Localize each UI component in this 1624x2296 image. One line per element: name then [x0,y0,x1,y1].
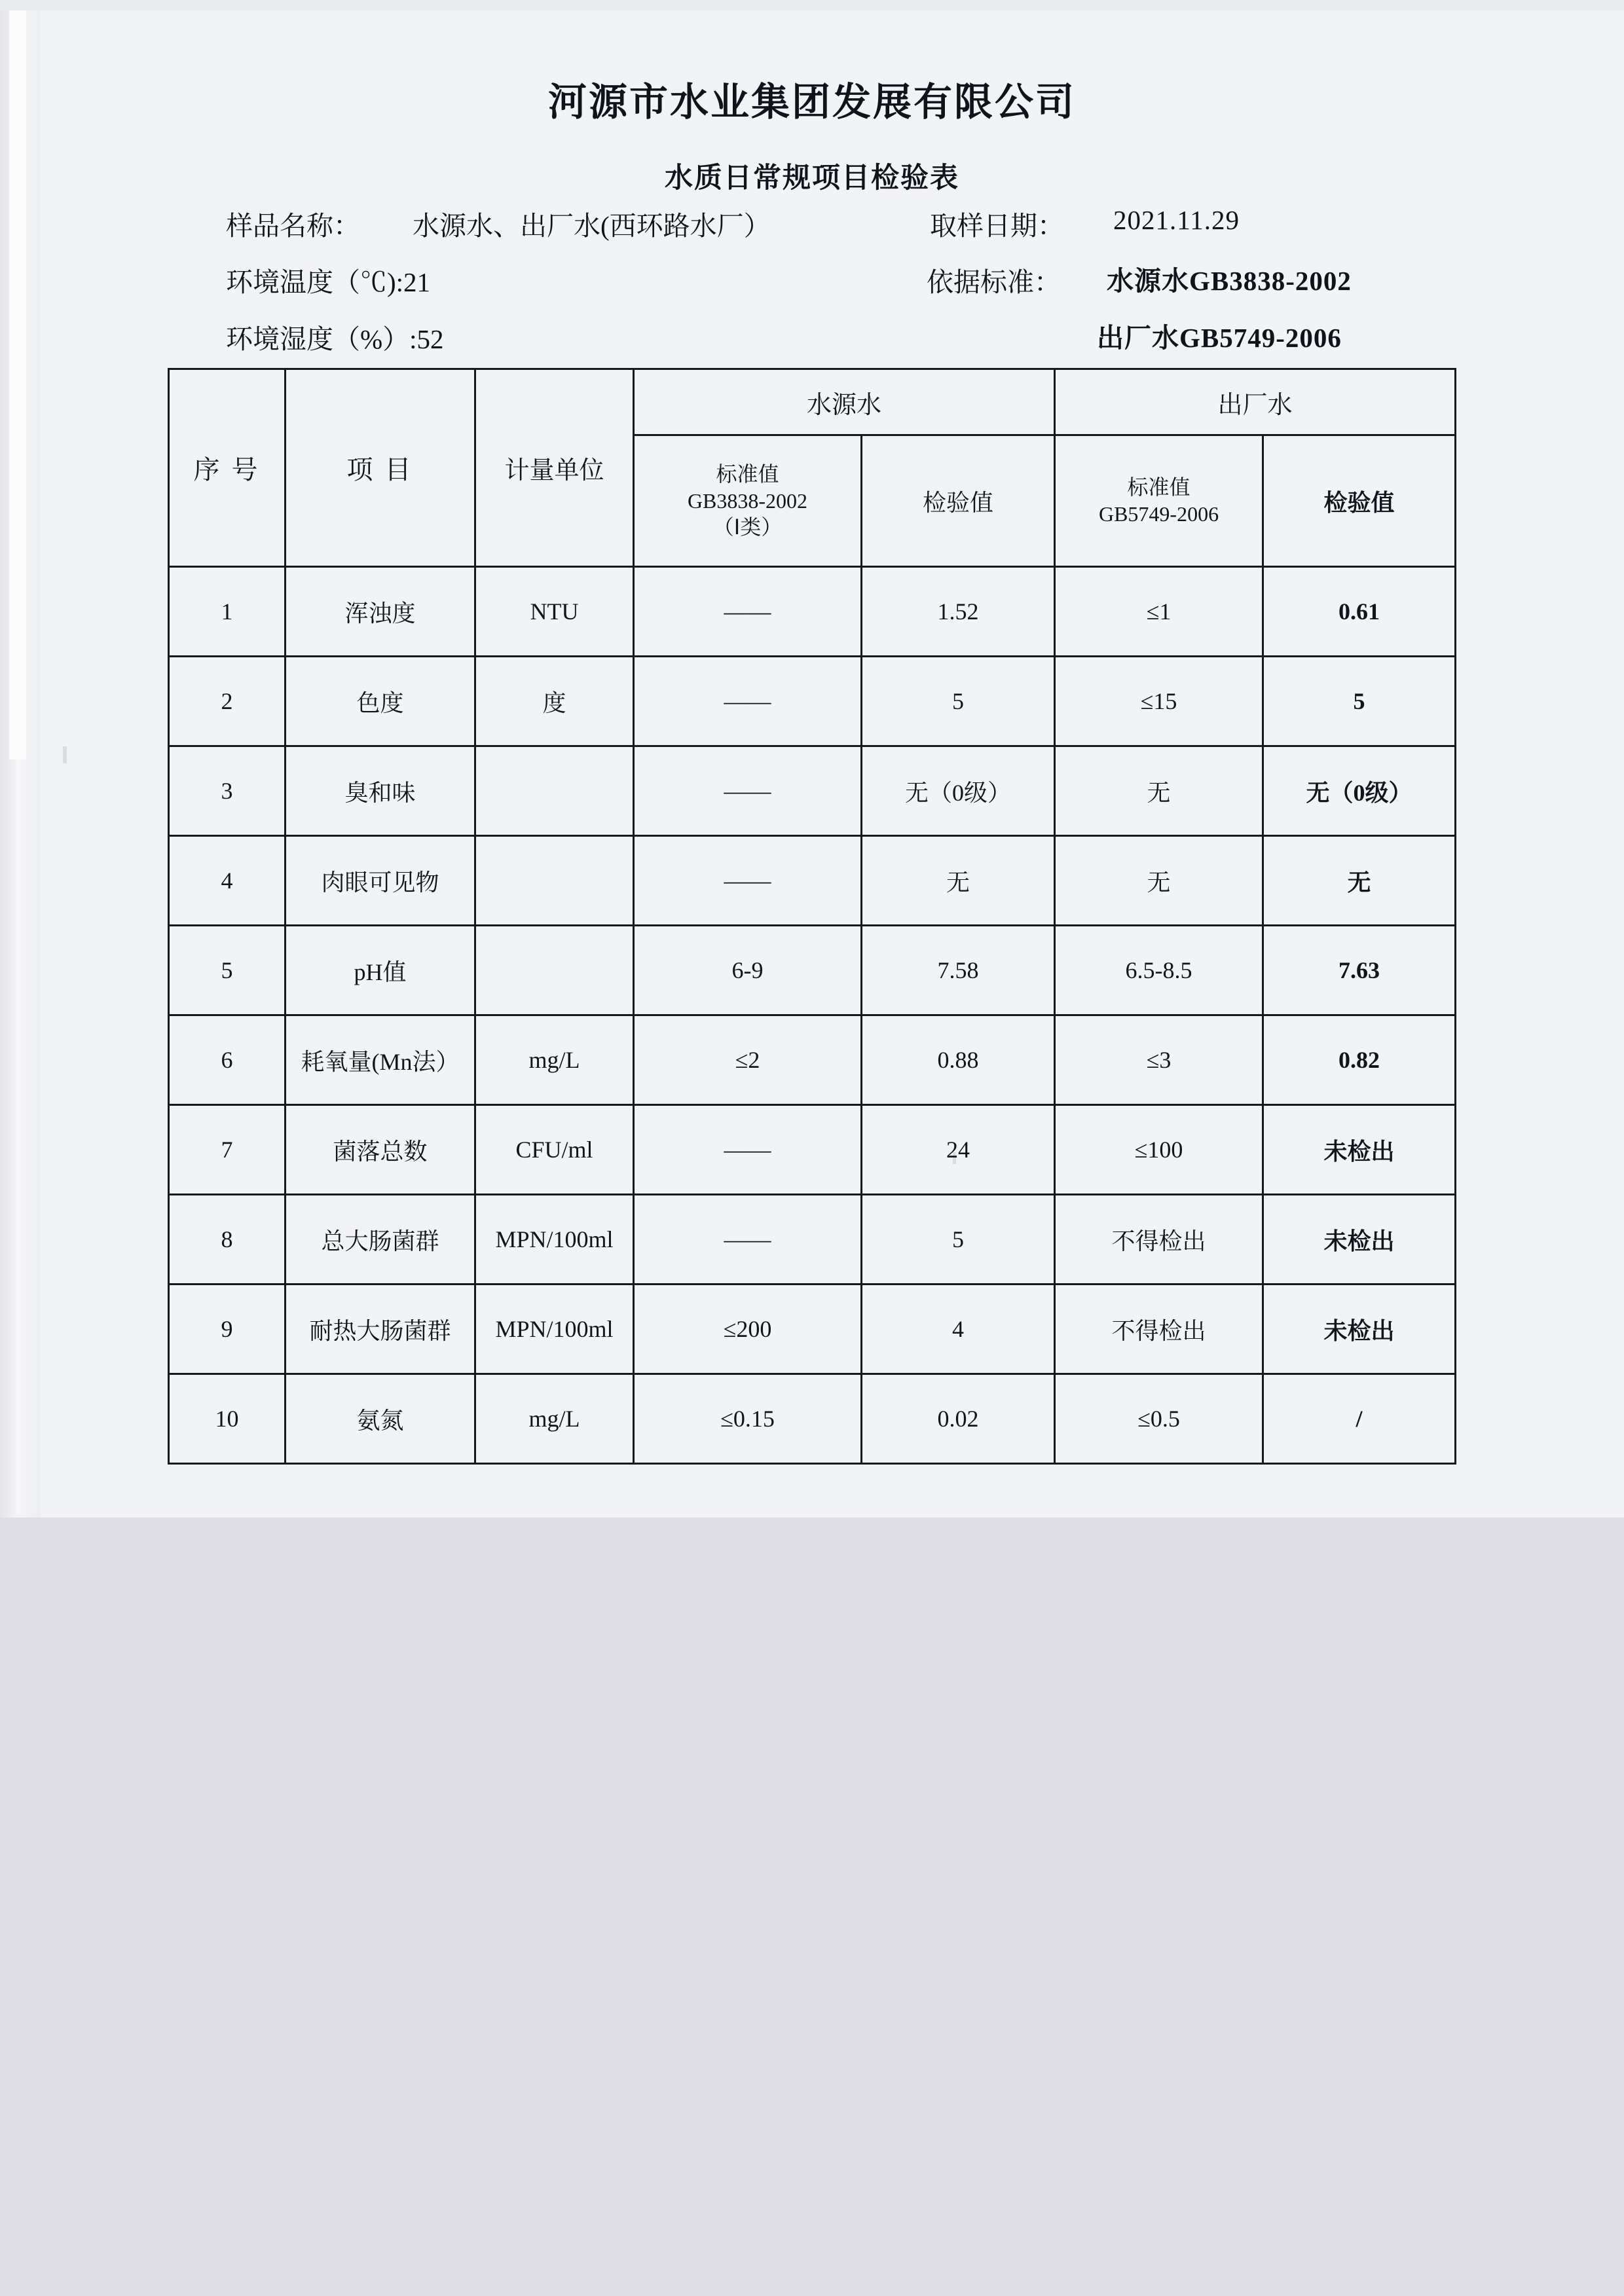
cell-standard-source: ≤200 [634,1285,862,1374]
cell-unit [475,746,634,836]
cell-value-finished: / [1263,1374,1456,1464]
standard-finished-water: 出厂水GB5749-2006 [1097,323,1342,353]
cell-standard-source: —— [634,657,862,746]
cell-standard-finished: 无 [1055,746,1263,836]
table-row [169,1105,1456,1195]
cell-no: 4 [169,836,286,926]
cell-no: 2 [169,657,286,746]
page-bottom-cutoff [0,1518,1624,1537]
cell-item: 臭和味 [286,746,475,836]
company-title: 河源市水业集团发展有限公司 [547,81,1076,124]
cell-no: 5 [169,926,286,1015]
header-group-finished-water: 出厂水 [1055,369,1456,435]
header-item: 项 目 [286,369,475,567]
header-standard-source [634,435,862,567]
ambient-temperature: 环境温度（℃):21 [226,267,431,297]
cell-unit: NTU [475,567,634,657]
table-row [169,567,1456,657]
header-standard-source-line2: GB3838-2002 [687,488,808,513]
cell-standard-finished: ≤3 [1055,1015,1263,1105]
cell-standard-finished: ≤100 [1055,1105,1263,1195]
cell-value-source: 24 [862,1105,1055,1195]
table-row [169,926,1456,1015]
cell-value-finished: 无（0级） [1263,746,1456,836]
cell-value-finished: 5 [1263,657,1456,746]
cell-value-source: 0.88 [862,1015,1055,1105]
cell-item: pH值 [286,926,475,1015]
cell-value-finished: 未检出 [1263,1105,1456,1195]
cell-unit: CFU/ml [475,1105,634,1195]
cell-value-finished: 无 [1263,836,1456,926]
cell-standard-finished: ≤1 [1055,567,1263,657]
cell-standard-finished: 不得检出 [1055,1195,1263,1285]
table-row [169,836,1456,926]
header-standard-source-line3: （Ⅰ类） [712,515,783,539]
cell-no: 8 [169,1195,286,1285]
header-value-source: 检验值 [862,435,1055,567]
table-row [169,1374,1456,1464]
cell-standard-source: —— [634,1105,862,1195]
cell-no: 10 [169,1374,286,1464]
cell-unit [475,926,634,1015]
cell-value-finished: 7.63 [1263,926,1456,1015]
cell-standard-source: ≤2 [634,1015,862,1105]
cell-item: 氨氮 [286,1374,475,1464]
cell-value-finished: 未检出 [1263,1195,1456,1285]
header-standard-finished [1055,435,1263,567]
cell-value-source: 0.02 [862,1374,1055,1464]
ambient-humidity: 环境湿度（%）:52 [226,324,444,354]
cell-unit: 度 [475,657,634,746]
cell-standard-source: —— [634,1195,862,1285]
header-standard-finished-line1: 标准值 [1127,475,1190,500]
cell-standard-finished: ≤15 [1055,657,1263,746]
standard-label: 依据标准： [927,267,1061,297]
report-title: 水质日常规项目检验表 [665,163,959,194]
table-row [169,1285,1456,1374]
cell-value-source: 无 [862,836,1055,926]
cell-value-source: 无（0级） [862,746,1055,836]
cell-standard-source: —— [634,746,862,836]
cell-value-source: 4 [862,1285,1055,1374]
sampling-date-label: 取样日期： [930,211,1064,241]
cell-item: 色度 [286,657,475,746]
sample-name-label: 样品名称： [226,211,360,241]
header-no: 序 号 [169,369,286,567]
cell-value-source: 1.52 [862,567,1055,657]
table-row [169,1195,1456,1285]
cell-standard-source: —— [634,567,862,657]
table-row [169,746,1456,836]
header-value-finished: 检验值 [1263,435,1456,567]
cell-standard-source: —— [634,836,862,926]
cell-unit [475,836,634,926]
header-standard-source-line1: 标准值 [716,462,779,486]
header-unit: 计量单位 [475,369,634,567]
cell-value-finished: 0.82 [1263,1015,1456,1105]
cell-no: 9 [169,1285,286,1374]
cell-item: 菌落总数 [286,1105,475,1195]
header-standard-finished-line2: GB5749-2006 [1098,502,1219,526]
cell-no: 3 [169,746,286,836]
cell-standard-finished: ≤0.5 [1055,1374,1263,1464]
cell-value-finished: 未检出 [1263,1285,1456,1374]
cell-item: 浑浊度 [286,567,475,657]
cell-unit: MPN/100ml [475,1285,634,1374]
cell-value-source: 5 [862,1195,1055,1285]
cell-standard-finished: 无 [1055,836,1263,926]
water-quality-table [168,368,1456,1465]
cell-unit: mg/L [475,1015,634,1105]
cell-standard-finished: 6.5-8.5 [1055,926,1263,1015]
cell-standard-source: ≤0.15 [634,1374,862,1464]
cell-item: 肉眼可见物 [286,836,475,926]
cell-standard-finished: 不得检出 [1055,1285,1263,1374]
cell-no: 6 [169,1015,286,1105]
cell-item: 耗氧量(Mn法） [286,1015,475,1105]
cell-item: 耐热大肠菌群 [286,1285,475,1374]
cell-value-finished: 0.61 [1263,567,1456,657]
cell-unit: mg/L [475,1374,634,1464]
table-group-header-row [169,369,1456,435]
sample-name-value: 水源水、出厂水(西环路水厂） [413,211,771,241]
cell-value-source: 5 [862,657,1055,746]
cell-unit: MPN/100ml [475,1195,634,1285]
cell-value-source: 7.58 [862,926,1055,1015]
cell-standard-source: 6-9 [634,926,862,1015]
cell-no: 1 [169,567,286,657]
cell-item: 总大肠菌群 [286,1195,475,1285]
header-group-source-water: 水源水 [634,369,1055,435]
scanner-background [0,1525,1624,2296]
table-row [169,1015,1456,1105]
sampling-date-value: 2021.11.29 [1113,205,1240,235]
standard-source-water: 水源水GB3838-2002 [1107,266,1352,296]
cell-no: 7 [169,1105,286,1195]
table-row [169,657,1456,746]
